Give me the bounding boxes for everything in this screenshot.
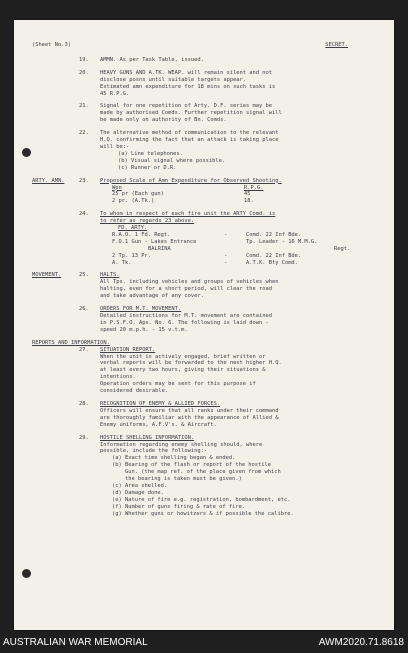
- section-heading-reports: REPORTS AND INFORMATION.: [32, 339, 110, 346]
- margin-heading-movement: MOVEMENT.: [32, 272, 62, 279]
- punch-hole: [22, 148, 31, 157]
- archive-footer: [0, 633, 408, 653]
- paragraph-23: ARTY. AMN. 23. Proposed Scale of Amn Expenditure for Observed Shooting. Wpn R.P.G. 25 pr (Each gun) 45 2 pr. (A.Tk.) 18.: [32, 177, 282, 205]
- paragraph-28: 28. RECOGNITION OF ENEMY & ALLIED FORCES. Officers will ensure that all ranks under their command are thoroughly familiar with the appearance of Allied & Enemy uniforms, A.F.V's. & Aircraft.: [79, 400, 279, 428]
- punch-hole: [22, 569, 31, 578]
- paragraph-19: 19. AMMN. As per Task Table, issued.: [79, 56, 204, 63]
- margin-heading-arty-amn: ARTY. AMN.: [32, 177, 65, 184]
- paragraph-24: 24. To whom in respect of each fire unit the ARTY Comd. is to refer as regards 23 above. FD. ARTY. R.A.O. 1 Fd. Regt. - Comd. 22 Inf Bde. F.O.1 Gun - Lakes Entrance Tp. Leader - 16 M.M.G. BALRINA Regt. 2 Tp. 13 Pr. - Comd. 22 Inf Bde. A. Tk. - A.T.K. Bty Comd.: [79, 211, 351, 266]
- paragraph-27: 27. SITUATION REPORT. When the unit is actively engaged, brief written or verbal reports will be forwarded to the next higher H.Q. at least every two hours, giving their situations & intentions. Operation orders may be sent for this purpose if considered desirable.: [79, 346, 282, 395]
- document-text: [32, 42, 388, 517]
- paragraph-22: 22. The alternative method of communication to the relevant H.Q. confirming the fact that an attack is taking place will be:- (a) Line telephones. (b) Visual signal where possible. (c) Runner or D.R.: [79, 130, 279, 171]
- paragraph-25: MOVEMENT. 25. HALTS. All Tps. including vehicles and groups of vehicles when halting, even for a short period, will clear the road and take advantage of any cover.: [32, 272, 279, 300]
- sheet-label: (Sheet No.3): [32, 42, 71, 48]
- paragraph-20: 20. HEAVY GUNS AND A.TK. WEAP. will remain silent and not disclose posns until suitable targets appear. Estimated amn expenditure for 18 mins on such tasks is 45 R.P.G.: [79, 69, 276, 97]
- footer-institution: AUSTRALIAN WAR MEMORIAL: [3, 637, 148, 648]
- paragraph-26: 26. ORDERS FOR M.T. MOVEMENT. Detailed instructions for M.T. movement are contained in P.S.F.O. Apx. No. 6. The following is laid down - speed 20 m.p.h. - 15 v.t.m.: [79, 306, 273, 333]
- classification-label: SECRET.: [325, 42, 348, 48]
- page-header: [32, 42, 388, 49]
- paragraph-29: 29. HOSTILE SHELLING INFORMATION. Information regarding enemy shelling should, where possible, include the following:- (a) Exact time shelling began & ended. (b) Bearing of the flash or report of the hostile Gun. (the map ref. of the place given from which the bearing is taken must be given.) (c) Area shelled. (d) Damage done. (e) Nature of fire e.g. registration, bombardment, etc. (f) Number of guns firing & rate of fire. (g) Whether guns or howitzers & if possible the calibre.: [79, 434, 294, 517]
- document-page: [14, 20, 394, 630]
- paragraph-21: 21. Signal for one repetition of Arty. D.F. series may be made by authorised Comds. Further repetition signal will be made only on authority of Bn. Comds.: [79, 103, 282, 124]
- footer-accession-number: AWM2020.71.8618: [318, 637, 404, 648]
